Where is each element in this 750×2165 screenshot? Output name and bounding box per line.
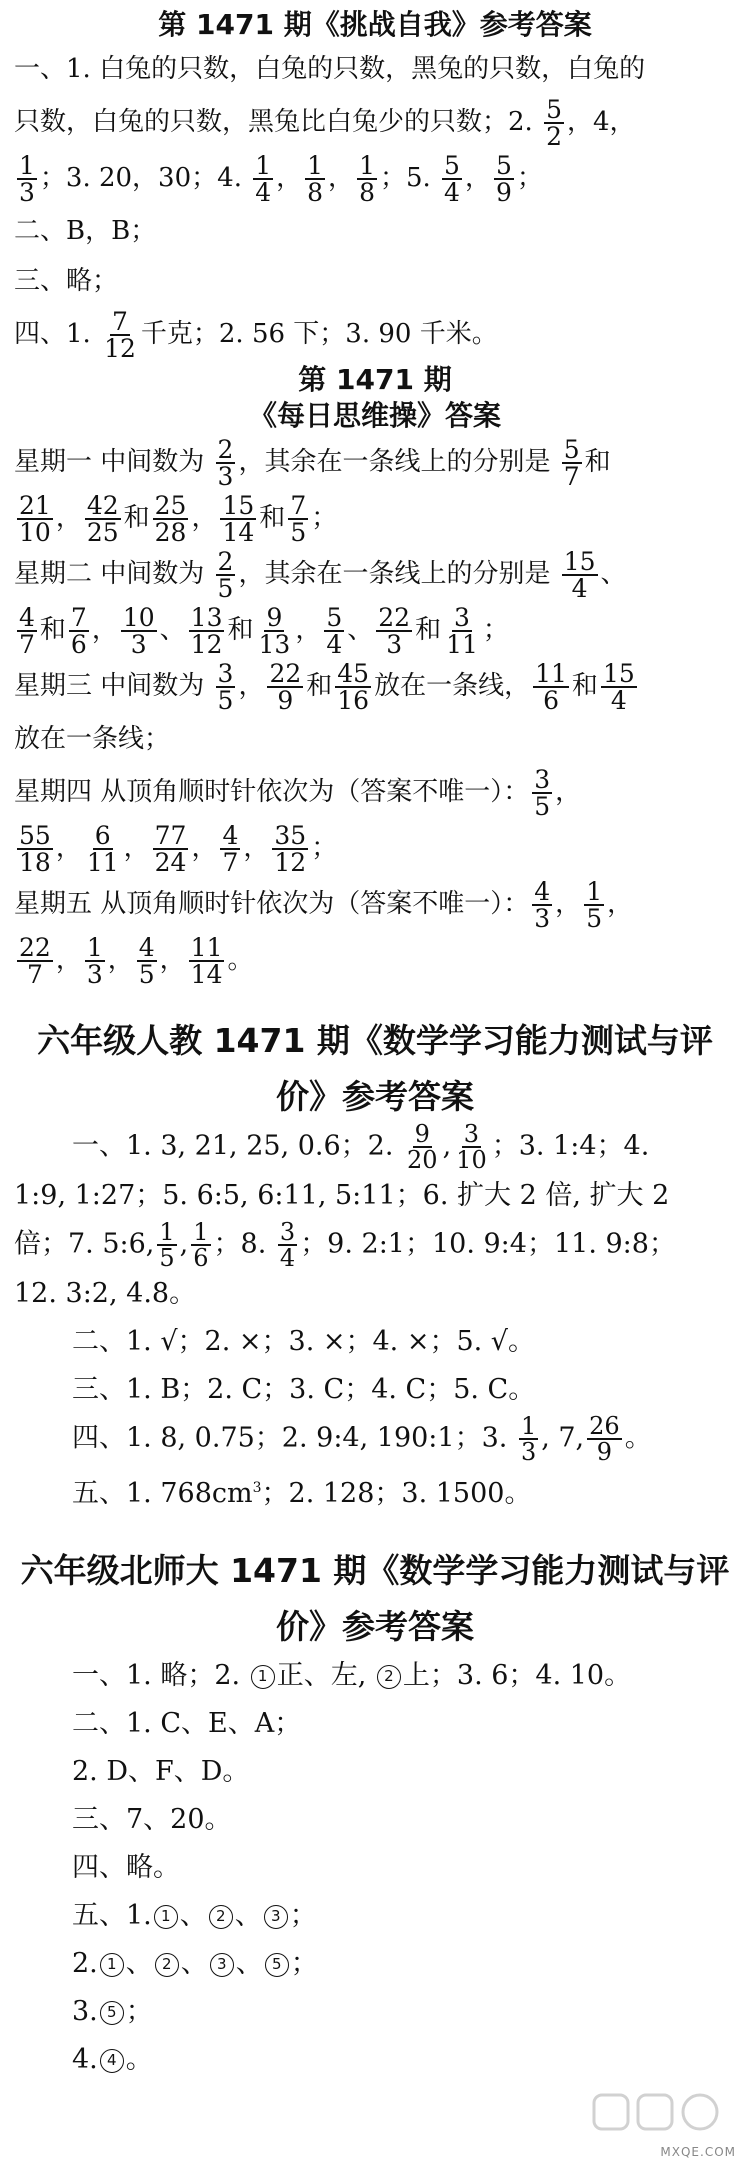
s1-text: ； — [516, 163, 543, 193]
s1-line-3: $\frac{1}{3}$ ；3. 20，30；4. $\frac{1}{4}$ ， $\frac{1}{8}$ ， $\frac{1}{8}$ ；5. $\frac{5}{4}$ ， $\frac{5}{9}$ ； — [19, 151, 543, 207]
fraction: $\frac{7}{6}$ — [70, 603, 87, 659]
circled-number: 1 — [154, 1905, 178, 1929]
fraction: $\frac{1}{8}$ — [307, 151, 324, 207]
tuesday-line-2: $\frac{4}{7}$ 和 $\frac{7}{6}$ ， $\frac{10}{3}$ 、 $\frac{13}{12}$ 和 $\frac{9}{13}$ ， $\frac{5}{4}$ 、 $\frac{22}{3}$ 和 $\frac{3}{11}$ ； — [19, 603, 509, 659]
fraction: $\frac{45}{16}$ — [337, 659, 370, 715]
fraction: $\frac{35}{12}$ — [274, 821, 307, 877]
fraction: $\frac{22}{9}$ — [269, 659, 302, 715]
section-beishida — [14, 1546, 736, 2084]
s4-text: 一、1. 略；2. — [72, 1660, 241, 1691]
beishida-line-5: 四、略。 — [72, 1852, 180, 1883]
s3-text: , 7, — [541, 1422, 585, 1454]
fraction: $\frac{3}{5}$ — [534, 765, 551, 821]
fraction: $\frac{9}{20}$ — [407, 1120, 438, 1174]
s1-line-2 — [14, 94, 736, 150]
fraction: $\frac{22}{3}$ — [378, 603, 411, 659]
fraction: $\frac{3}{10}$ — [456, 1120, 487, 1174]
beishida-line-7: 2. 1 、 2 、 3 、 5 ； — [72, 1948, 318, 1979]
s4-text: 五、1. — [72, 1900, 152, 1931]
fraction: $\frac{3}{5}$ — [217, 659, 234, 715]
section-renjiao — [14, 1016, 736, 1518]
s3-text: ；2. 128；3. 1500。 — [261, 1478, 532, 1509]
fraction: $\frac{11}{14}$ — [190, 933, 223, 989]
fraction: $\frac{13}{12}$ — [190, 603, 223, 659]
section-title-daily-2: 《每日思维操》答案 — [248, 399, 501, 432]
section-title-challenge: 第 1471 期《挑战自我》参考答案 — [158, 8, 592, 41]
circled-number: 2 — [209, 1905, 233, 1929]
circled-number: 3 — [210, 1953, 234, 1977]
fraction: $\frac{11}{6}$ — [535, 659, 567, 715]
s4-text: 上；3. 6；4. 10。 — [402, 1660, 632, 1691]
watermark-text: MXQE.COM — [660, 2145, 736, 2159]
renjiao-line-4: 12. 3:2, 4.8。 — [14, 1278, 197, 1309]
s2-text: 和 — [584, 447, 611, 477]
section-title-renjiao-2: 价》参考答案 — [276, 1077, 474, 1116]
s2-text: 星期二 中间数为 — [14, 559, 205, 589]
fraction: $\frac{1}{4}$ — [255, 151, 272, 207]
beishida-line-3: 2. D、F、D。 — [72, 1756, 250, 1787]
section-title-daily-1: 第 1471 期 — [298, 363, 452, 396]
fraction: $\frac{1}{3}$ — [19, 151, 35, 207]
fraction: $\frac{42}{25}$ — [86, 491, 119, 547]
section-title-renjiao-1: 六年级人教 1471 期《数学学习能力测试与评 — [37, 1021, 713, 1060]
s3-text: 四、1. 8, 0.75；2. 9:4, 190:1；3. — [72, 1422, 508, 1454]
beishida-line-1 — [14, 1652, 736, 1700]
fraction: $\frac{4}{7}$ — [19, 603, 35, 659]
fraction: $\frac{5}{9}$ — [495, 151, 512, 207]
s3-text: 五、1. 768cm — [72, 1478, 253, 1509]
fraction: $\frac{1}{5}$ — [586, 877, 603, 933]
beishida-line-6: 五、1. 1 、 2 、 3 ； — [72, 1900, 317, 1931]
s3-text: ；3. 1:4；4. — [491, 1130, 650, 1162]
circled-number: 1 — [100, 1953, 124, 1977]
s2-text: 星期五 从顶角顺时针依次为（答案不唯一）： — [14, 889, 530, 919]
monday-line-2: $\frac{21}{10}$ ， $\frac{42}{25}$ 和 $\frac{25}{28}$ ， $\frac{15}{14}$ 和 $\frac{7}{5}$ ； — [19, 491, 338, 547]
s4-text: 3. — [72, 1996, 98, 2027]
friday-line-2: $\frac{22}{7}$ ， $\frac{1}{3}$ ， $\frac{4}{5}$ ， $\frac{11}{14}$ 。 — [19, 933, 254, 989]
s2-text: 、 — [600, 559, 627, 589]
fraction: $\frac{5}{4}$ — [444, 151, 460, 207]
fraction: $\frac{26}{9}$ — [589, 1412, 620, 1466]
renjiao-line-7 — [14, 1414, 736, 1464]
fraction: $\frac{1}{5}$ — [159, 1218, 175, 1272]
fraction: $\frac{10}{3}$ — [122, 603, 155, 659]
beishida-line-9: 4. 4 。 — [72, 2044, 153, 2075]
fraction: $\frac{1}{8}$ — [359, 151, 375, 207]
fraction: $\frac{7}{12}$ — [104, 307, 136, 363]
fraction: $\frac{4}{7}$ — [222, 821, 239, 877]
fraction: $\frac{7}{5}$ — [290, 491, 307, 547]
s1-text: ，4， — [566, 107, 636, 137]
fraction: $\frac{2}{3}$ — [217, 435, 234, 491]
wednesday-line-2: 放在一条线； — [14, 724, 171, 754]
beishida-line-4: 三、7、20。 — [72, 1804, 232, 1835]
fraction: $\frac{1}{3}$ — [86, 933, 103, 989]
fraction: $\frac{5}{4}$ — [326, 603, 343, 659]
s1-text: 千克；2. 56 下；3. 90 千米。 — [140, 319, 498, 349]
fraction: $\frac{15}{14}$ — [222, 491, 255, 547]
s1-text: ；3. 20，30；4. — [39, 163, 242, 193]
fraction: $\frac{55}{18}$ — [19, 821, 51, 877]
s1-text: 四、1. — [14, 319, 91, 349]
s2-text: 放在一条线， — [374, 671, 531, 701]
s4-text: 2. — [72, 1948, 98, 1979]
s2-text: ，其余在一条线上的分别是 — [238, 559, 551, 589]
circled-number: 4 — [100, 2049, 124, 2073]
s1-line-5: 三、略； — [14, 266, 119, 296]
renjiao-line-3: 倍；7. 5:6, $\frac{1}{5}$ , $\frac{1}{6}$ ；8. $\frac{3}{4}$ ；9. 2:1；10. 9:4；11. 9:8； — [14, 1218, 676, 1272]
s4-text: 4. — [72, 2044, 98, 2075]
s4-text: 正、左, — [276, 1660, 367, 1691]
s2-text: 星期三 中间数为 — [14, 671, 205, 701]
friday-line-1: 星期五 从顶角顺时针依次为（答案不唯一）： $\frac{4}{3}$ ， $\frac{1}{5}$ ， — [14, 877, 634, 933]
circled-number: 5 — [100, 2001, 124, 2025]
superscript: 3 — [252, 1480, 262, 1496]
s2-text: 星期一 中间数为 — [14, 447, 205, 477]
s1-text: 只数，白兔的只数，黑兔比白兔少的只数；2. — [14, 107, 533, 137]
s3-text: ；8. — [213, 1228, 267, 1260]
renjiao-line-2: 1:9, 1:27；5. 6:5, 6:11, 5:11；6. 扩大 2 倍, 扩大 2 — [14, 1180, 670, 1211]
renjiao-line-1: 一、1. 3, 21, 25, 0.6；2. $\frac{9}{20}$ , $\frac{3}{10}$ ；3. 1:4；4. — [72, 1120, 650, 1174]
s3-text: 。 — [624, 1422, 652, 1454]
fraction: $\frac{4}{5}$ — [138, 933, 155, 989]
fraction: $\frac{3}{11}$ — [446, 603, 478, 659]
fraction: $\frac{15}{4}$ — [602, 659, 635, 715]
fraction: $\frac{9}{13}$ — [258, 603, 291, 659]
s1-line-6 — [14, 306, 736, 362]
s2-text: 星期四 从顶角顺时针依次为（答案不唯一）： — [14, 777, 530, 807]
wednesday-line-1: 星期三 中间数为 $\frac{3}{5}$ ， $\frac{22}{9}$ 和 $\frac{45}{16}$ 放在一条线， $\frac{11}{6}$ 和 $\frac{15}{4}$ — [14, 659, 635, 715]
circled-number: 2 — [155, 1953, 179, 1977]
fraction: $\frac{3}{4}$ — [279, 1218, 296, 1272]
fraction: $\frac{2}{5}$ — [217, 547, 234, 603]
fraction: $\frac{22}{7}$ — [19, 933, 51, 989]
fraction: $\frac{25}{28}$ — [154, 491, 187, 547]
fraction: $\frac{1}{3}$ — [520, 1412, 537, 1466]
circled-number: 2 — [377, 1665, 401, 1689]
s3-text: 一、1. 3, 21, 25, 0.6；2. — [72, 1130, 394, 1162]
s3-text: 倍；7. 5:6, — [14, 1228, 155, 1260]
fraction: $\frac{6}{11}$ — [86, 821, 119, 877]
tuesday-line-1 — [14, 546, 736, 602]
renjiao-line-6: 三、1. B；2. C；3. C；4. C；5. C。 — [72, 1374, 536, 1405]
beishida-line-8: 3. 5 ； — [72, 1996, 153, 2027]
fraction: $\frac{1}{6}$ — [193, 1218, 209, 1272]
renjiao-line-5: 二、1. √；2. ×；3. ×；4. ×；5. √。 — [72, 1326, 535, 1357]
section-title-beishida-2: 价》参考答案 — [276, 1607, 474, 1646]
beishida-line-2: 二、1. C、E、A； — [72, 1708, 302, 1739]
fraction: $\frac{5}{2}$ — [546, 95, 562, 151]
fraction: $\frac{15}{4}$ — [563, 547, 596, 603]
circled-number: 3 — [264, 1905, 288, 1929]
s1-text: ；5. — [379, 163, 431, 193]
thursday-line-2: $\frac{55}{18}$ ， $\frac{6}{11}$ ， $\frac{77}{24}$ ， $\frac{4}{7}$ ， $\frac{35}{12}$ ； — [19, 821, 338, 877]
circled-number: 1 — [251, 1665, 275, 1689]
renjiao-line-8 — [14, 1464, 736, 1518]
section-title-beishida-1: 六年级北师大 1471 期《数学学习能力测试与评 — [20, 1551, 730, 1590]
s3-text: ；9. 2:1；10. 9:4；11. 9:8； — [300, 1228, 676, 1260]
fraction: $\frac{4}{3}$ — [534, 877, 551, 933]
s1-line-4: 二、B，B； — [14, 216, 157, 246]
circled-number: 5 — [265, 1953, 289, 1977]
thursday-line-1: 星期四 从顶角顺时针依次为（答案不唯一）： $\frac{3}{5}$ ， — [14, 765, 582, 821]
fraction: $\frac{77}{24}$ — [154, 821, 187, 877]
s2-text: ，其余在一条线上的分别是 — [238, 447, 551, 477]
monday-line-1 — [14, 434, 736, 490]
s1-line-1: 一、1. 白兔的只数，白兔的只数，黑兔的只数，白兔的 — [14, 54, 646, 84]
fraction: $\frac{5}{7}$ — [563, 435, 580, 491]
fraction: $\frac{21}{10}$ — [19, 491, 51, 547]
